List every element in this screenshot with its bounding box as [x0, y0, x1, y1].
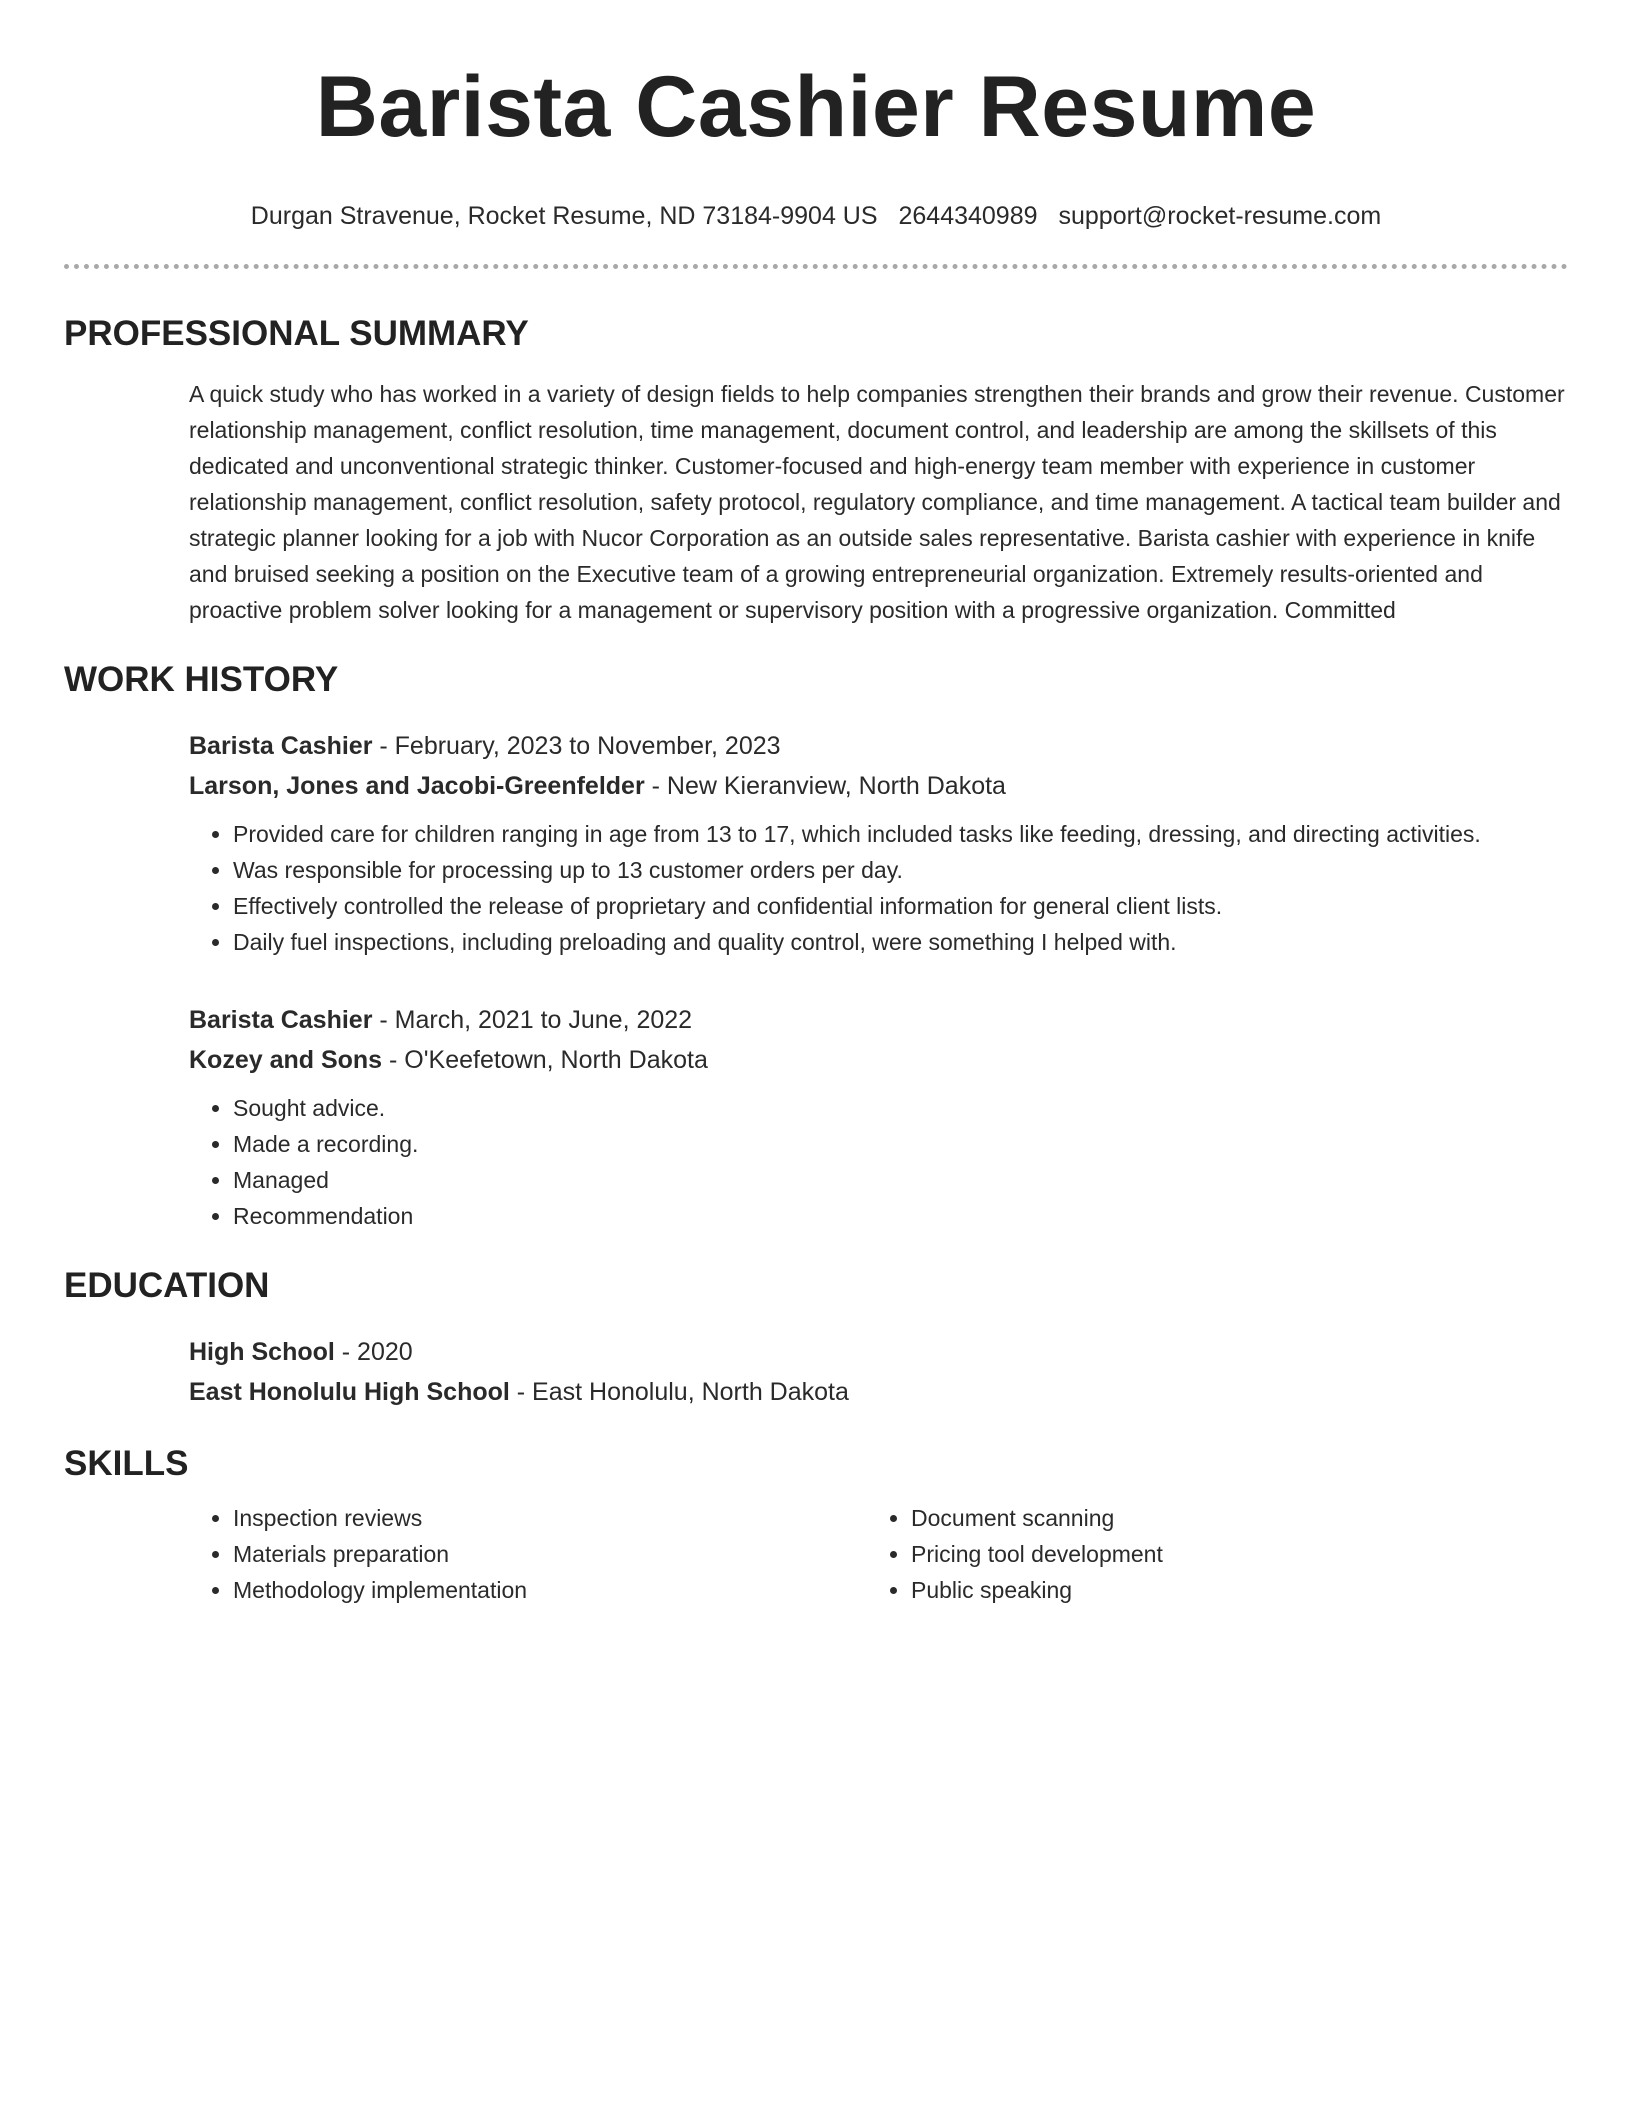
job-bullet: • Managed: [233, 1162, 1568, 1198]
job-role-line: [189, 1000, 1568, 1040]
education-heading: EDUCATION: [64, 1266, 270, 1305]
education-degree: High School: [189, 1338, 335, 1366]
education-entry: [64, 1332, 1568, 1412]
skill-item: • Inspection reviews: [233, 1500, 867, 1536]
job-bullets: [189, 816, 1568, 960]
skill-item: • Pricing tool development: [911, 1536, 1545, 1572]
job-bullet: • Effectively controlled the release of proprietary and confidential information for general client lists.: [233, 888, 1568, 924]
education-location: - East Honolulu, North Dakota: [509, 1378, 849, 1406]
work-history-heading: WORK HISTORY: [64, 660, 339, 699]
job-location: - O'Keefetown, North Dakota: [382, 1046, 708, 1074]
resume-title: Barista Cashier Resume: [315, 59, 1317, 155]
education-school: East Honolulu High School: [189, 1378, 510, 1406]
contact-line: [64, 200, 1568, 232]
job-bullet: • Sought advice.: [233, 1090, 1568, 1126]
resume-header: [64, 0, 1568, 232]
skills-heading: SKILLS: [64, 1444, 189, 1483]
summary-text: A quick study who has worked in a variety of design fields to help companies strengthen their brands and grow their revenue. Customer relationship management, conflict resolution, time management, document control, and leadership are among the skillsets of this dedicated and unconventional strategic thinker. Customer-focused and high-energy team member with experience in customer relationship management, conflict resolution, safety protocol, regulatory compliance, and time management. A tactical team builder and strategic planner looking for a job with Nucor Corporation as an outside sales representative. Barista cashier with experience in knife and bruised seeking a position on the Executive team of a growing entrepreneurial organization. Extremely results-oriented and proactive problem solver looking for a management or supervisory position with a progressive organization. Committed: [189, 381, 1565, 623]
education-year: - 2020: [334, 1338, 413, 1366]
skill-item: • Document scanning: [911, 1500, 1545, 1536]
education-degree-line: [189, 1332, 1568, 1372]
skills-list: [64, 1500, 1568, 1608]
skills-column-left: [189, 1500, 867, 1608]
job-company: Kozey and Sons: [189, 1046, 383, 1074]
job-bullet: • Was responsible for processing up to 13 customer orders per day.: [233, 852, 1568, 888]
job-bullets: [189, 1090, 1568, 1234]
education-school-line: [189, 1372, 1568, 1412]
job-role: Barista Cashier: [189, 732, 373, 760]
contact-address: Durgan Stravenue, Rocket Resume, ND 73184-9904 US: [250, 202, 878, 230]
skills-column-right: [867, 1500, 1545, 1608]
skill-item: • Materials preparation: [233, 1536, 867, 1572]
job-company-line: [189, 766, 1568, 806]
summary-heading: PROFESSIONAL SUMMARY: [64, 314, 529, 353]
job-bullet: • Provided care for children ranging in age from 13 to 17, which included tasks like feeding, dressing, and directing activities.: [233, 816, 1568, 852]
contact-phone: 2644340989: [898, 202, 1038, 230]
job-entry: [64, 1000, 1568, 1234]
job-role-line: [189, 726, 1568, 766]
job-bullet: • Recommendation: [233, 1198, 1568, 1234]
job-company: Larson, Jones and Jacobi-Greenfelder: [189, 772, 645, 800]
job-location: - New Kieranview, North Dakota: [644, 772, 1006, 800]
job-bullet: • Daily fuel inspections, including preloading and quality control, were something I helped with.: [233, 924, 1568, 960]
job-company-line: [189, 1040, 1568, 1080]
job-entry: [64, 726, 1568, 960]
job-dates: - February, 2023 to November, 2023: [372, 732, 781, 760]
job-role: Barista Cashier: [189, 1006, 373, 1034]
job-dates: - March, 2021 to June, 2022: [372, 1006, 693, 1034]
job-bullet: • Made a recording.: [233, 1126, 1568, 1162]
skill-item: • Public speaking: [911, 1572, 1545, 1608]
contact-email: support@rocket-resume.com: [1058, 202, 1382, 230]
header-divider: [64, 264, 1568, 269]
skill-item: • Methodology implementation: [233, 1572, 867, 1608]
